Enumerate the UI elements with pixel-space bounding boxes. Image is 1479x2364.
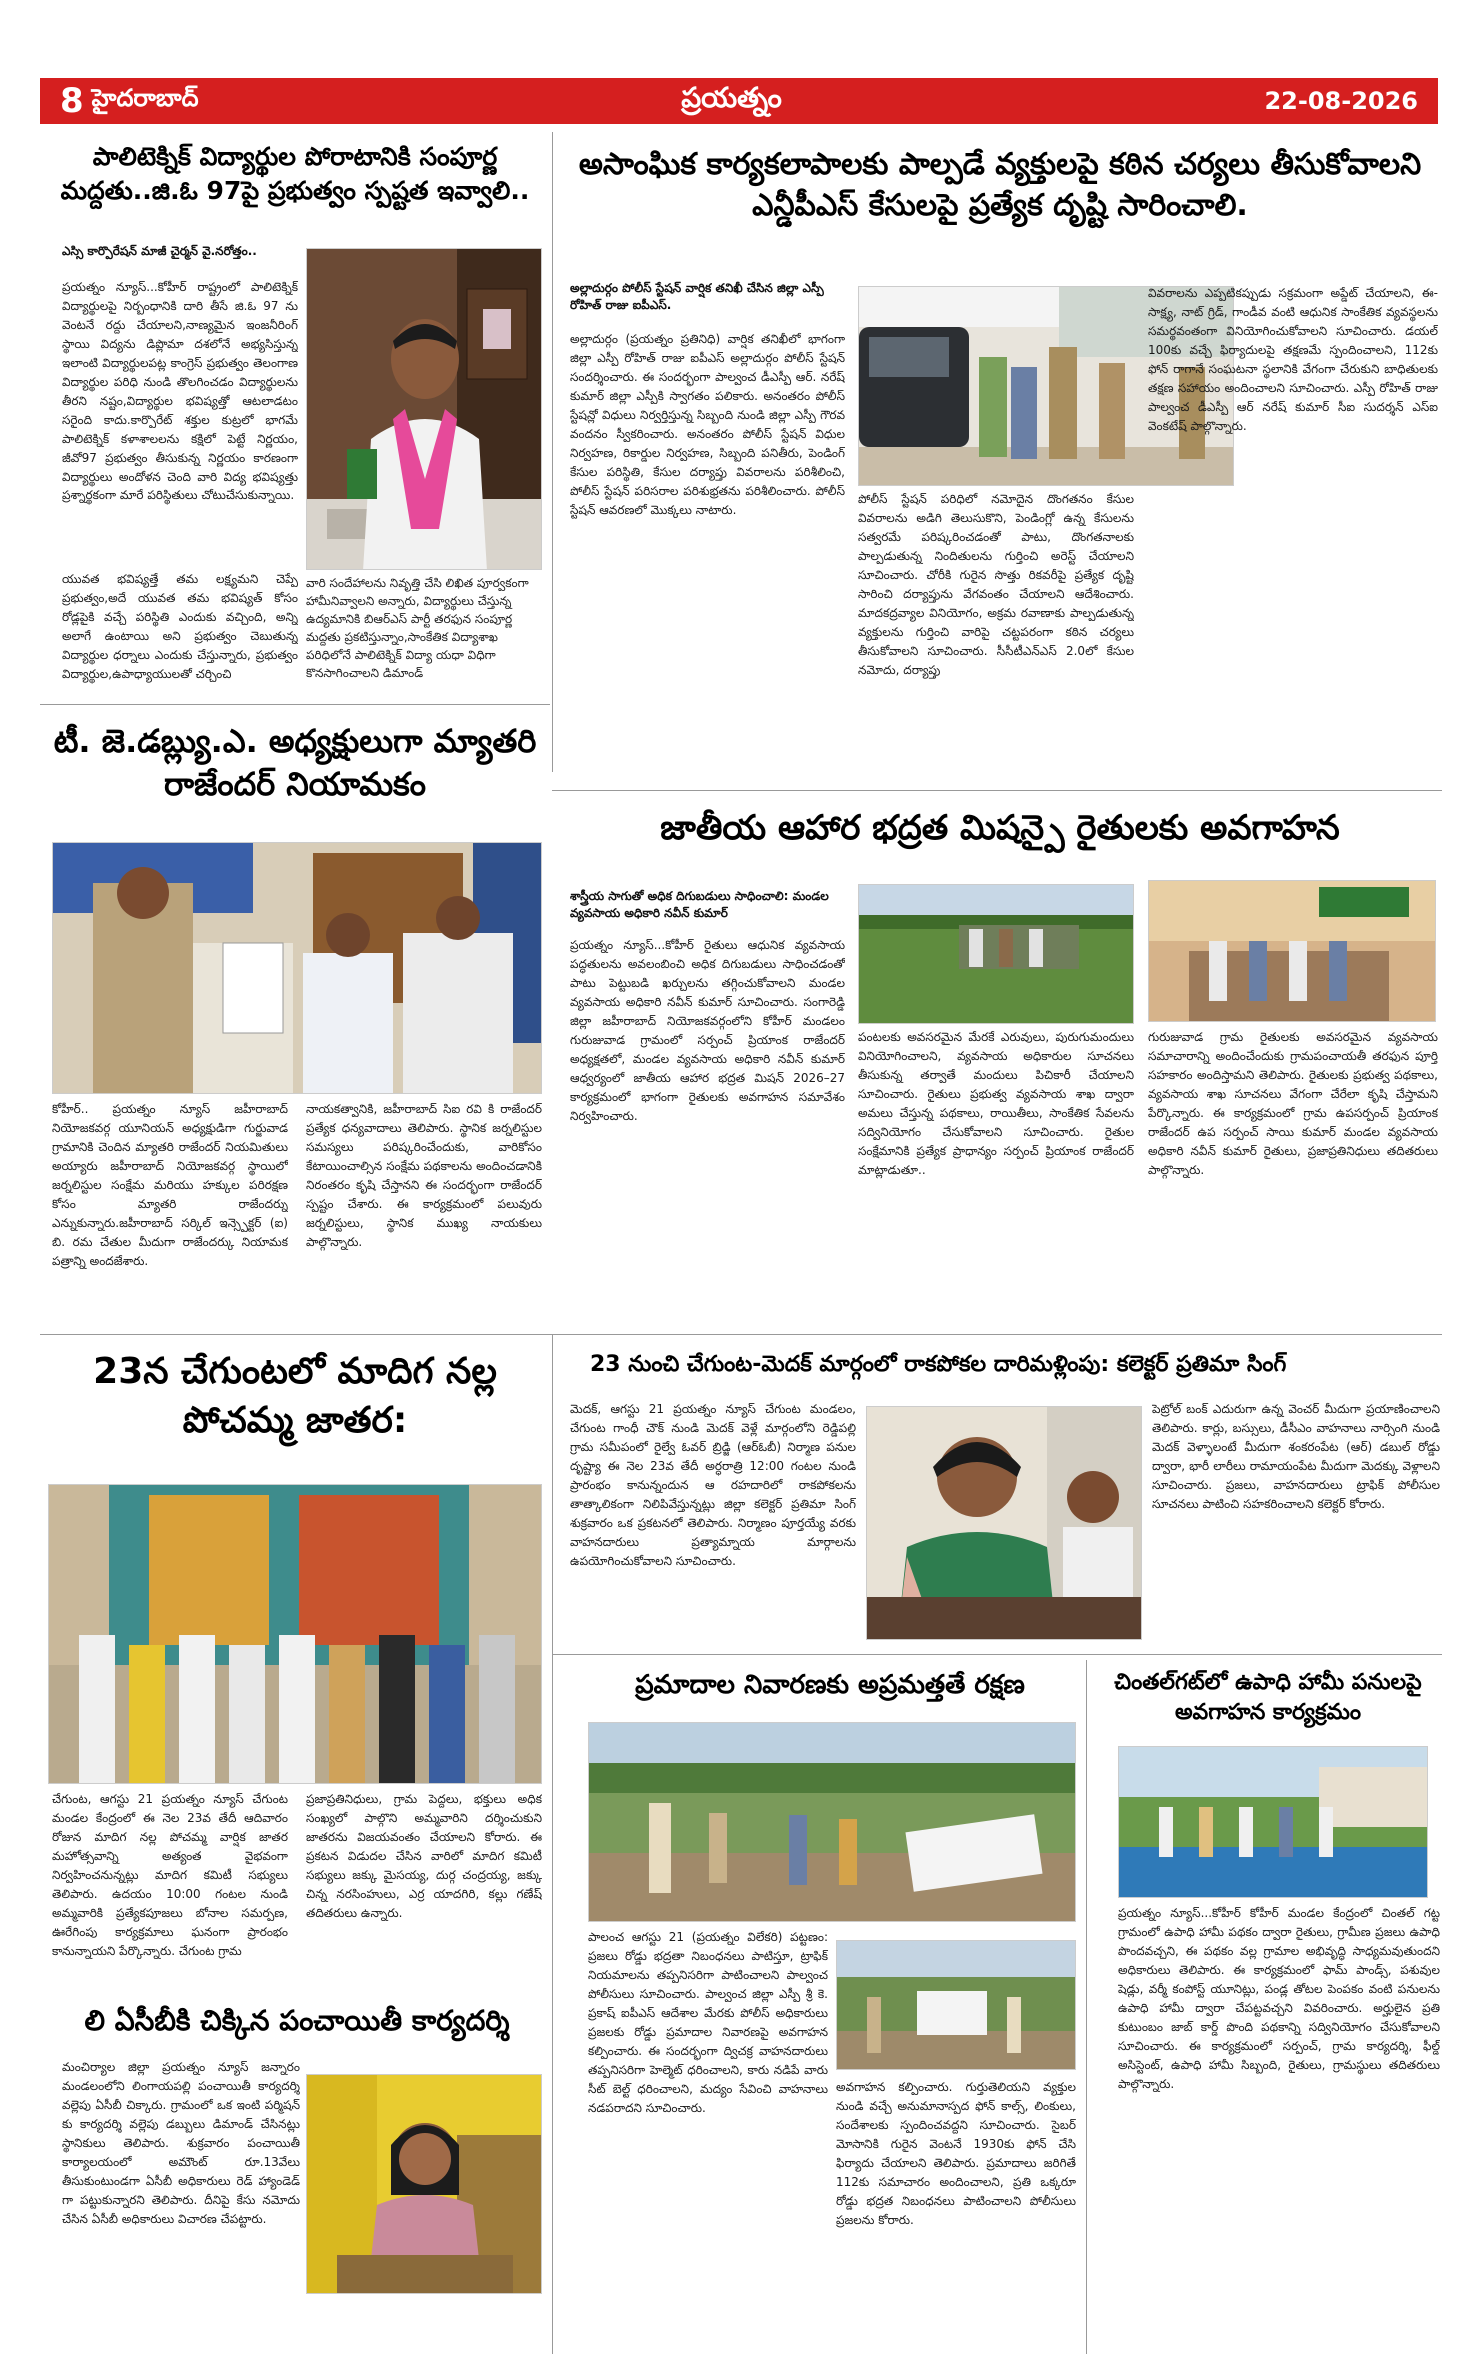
a4-headline: జాతీయ ఆహార భద్రత మిషన్పై రైతులకు అవగాహన <box>660 808 1340 848</box>
a5-body: చేగుంట, ఆగస్టు 21 ప్రయత్నం న్యూస్ చేగుంట మండల కేంద్రంలో ఈ నెల 23వ తేదీ ఆదివారం రోజున మాదిగ నల్ల పోచమ్మ వార్షిక జాతర మహోత్సవాన్ని అత్యంత వైభవంగా నిర్వహించనున్నట్లు మాదిగ కమిటీ సభ్యులు తెలిపారు. ఉదయం 10:00 గంటల నుండి అమ్మవారికి ప్రత్యేకపూజలు బోనాల సమర్పణ, ఊరేగింపు కార్యక్రమాలు ఘనంగా ప్రారంభం కానున్నాయని పేర్కొన్నారు. చేగుంట గ్రామ <box>52 1792 288 1958</box>
a5-headline: 23న చేగుంటలో మాదిగ నల్ల పోచమ్మ జాతర: <box>93 1351 497 1441</box>
a7-body: పాలంచ ఆగస్టు 21 (ప్రయత్నం విలేకరి) పట్టణం: ప్రజలు రోడ్డు భద్రతా నిబంధనలు పాటిస్తూ, ట్రాఫిక్ నియమాలను తప్పనిసరిగా పాటించాలని పాల్వంచ పోలీసులు సూచించారు. పాల్వంచ జిల్లా ఎస్పీ శ్రీ కె. ప్రకాష్ ఐపీఎస్ ఆదేశాల మేరకు పోలీస్ అధికారులు ప్రజలకు రోడ్డు ప్రమాదాల నివారణపై అవగాహన కల్పించారు. ఈ సందర్భంగా ద్విచక్ర వాహనదారులు తప్పనిసరిగా హెల్మెట్ ధరించాలని, కారు నడిపే వారు సీట్ బెల్ట్ ధరించాలని, మద్యం సేవించి వాహనాలు నడపరాదని సూచించారు. <box>588 1930 828 2115</box>
divider <box>552 1654 1442 1655</box>
a4-subhead: శాస్త్రీయ సాగుతో అధిక దిగుబడులు సాధించాలి: మండల వ్యవసాయ అధికారి నవీన్ కుమార్ <box>570 889 829 921</box>
a1-caption: వారి సందేహాలను నివృత్తి చేసి లిఖిత పూర్వకంగా హామీనివ్వాలని అన్నారు, విద్యార్థులు చేస్తున్న ఉద్యమానికి బిఆర్ఎస్ పార్టీ తరఫున సంపూర్ణ మద్దతు ప్రకటిస్తున్నాం,సాంకేతిక విద్యాశాఖ పరిధిలోనే పాలిటెక్నిక్ విద్యా యధా విధిగా కొనసాగించాలని డిమాండ్ <box>306 576 529 680</box>
a7-headline: ప్రమాదాల నివారణకు అప్రమత్తతే రక్షణ <box>635 1670 1025 1700</box>
a1-headline: పాలిటెక్నిక్ విద్యార్థుల పోరాటానికి సంపూర్ణ మద్దతు..జి.ఓ 97పై ప్రభుత్వం స్పష్టత ఇవ్వాలి.. <box>60 142 530 205</box>
a9-headline: లి ఏసీబీకి చిక్కిన పంచాయితీ కార్యదర్శి <box>84 2004 510 2037</box>
a6-photo <box>866 1406 1142 1640</box>
a2-headline: అసాంఘిక కార్యకలాపాలకు పాల్పడే వ్యక్తులపై కఠిన చర్యలు తీసుకోవాలని ఎన్డీపీఎస్ కేసులపై ప్రత్యేక దృష్టి సారించాలి. <box>578 147 1422 223</box>
issue-date: 22-08-2026 <box>1264 87 1418 115</box>
a2-subhead: అల్లాదుర్గం పోలీస్ స్టేషన్ వార్షిక తనిఖీ చేసిన జిల్లా ఎస్పీ రోహిత్ రాజు ఐపీఎస్. <box>570 281 824 313</box>
masthead <box>40 78 1438 124</box>
a4-body: ప్రయత్నం న్యూస్...కోహీర్ రైతులు ఆధునిక వ్యవసాయ పద్ధతులను అవలంబించి అధిక దిగుబడులు సాధించడంతో పాటు పెట్టుబడి ఖర్చులను తగ్గించుకోవాలని మండల వ్యవసాయ అధికారి నవీన్ కుమార్ సూచించారు. సంగారెడ్డి జిల్లా జహీరాబాద్ నియోజకవర్గంలోని కోహీర్ మండలం గురుజువాడ గ్రామంలో సర్పంచ్ ప్రియాంక రాజేందర్ అధ్యక్షతలో, మండల వ్యవసాయ అధికారి నవీన్ కుమార్ ఆధ్వర్యంలో జాతీయ ఆహార భద్రత మిషన్ 2026–27 కార్యక్రమంలో భాగంగా రైతులకు అవగాహన సమావేశం నిర్వహించారు. <box>570 938 845 1123</box>
a4-body-cont: పంటలకు అవసరమైన మేరకే ఎరువులు, పురుగుమందులు వినియోగించాలని, వ్యవసాయ అధికారుల సూచనలు తీసుకున్న తర్వాతే మందులు పిచికారీ చేయాలని సూచించారు. రైతులు ప్రభుత్వ వ్యవసాయ శాఖ ద్వారా అమలు చేస్తున్న పథకాలు, రాయితీలు, సాంకేతిక సేవలను సద్వినియోగం చేసుకోవాలని సూచించారు. రైతుల సంక్షేమానికి ప్రత్యేక ప్రాధాన్యం సర్పంచ్ ప్రియాంక రాజేందర్ మాట్లాడుతూ.. <box>858 1030 1134 1177</box>
a6-body: మెదక్, ఆగస్టు 21 ప్రయత్నం న్యూస్ చేగుంట మండలం, చేగుంట గాంధీ చౌక్ నుండి మెదక్ వెళ్లే మార్గంలోని రెడ్డిపల్లి గ్రామ సమీపంలో రైల్వే ఓవర్ బ్రిడ్జి (ఆర్ఓబీ) నిర్మాణ పనుల దృష్ట్యా ఈ నెల 23వ తేదీ అర్ధరాత్రి 12:00 గంటల నుండి ప్రారంభం కానున్నందున ఆ రహదారిలో రాకపోకలను తాత్కాలికంగా నిలిపివేస్తున్నట్లు జిల్లా కలెక్టర్ ప్రతిమా సింగ్ శుక్రవారం ఒక ప్రకటనలో తెలిపారు. నిర్మాణం పూర్తయ్యే వరకు వాహనదారులు ప్రత్యామ్నాయ మార్గాలను ఉపయోగించుకోవాలని సూచించారు. <box>570 1402 856 1568</box>
a9-photo <box>306 2074 542 2294</box>
a5-photo <box>48 1484 542 1784</box>
a1-subhead: ఎస్సి కార్పొరేషన్ మాజీ చైర్మన్ వై.నరోత్తం.. <box>62 244 257 258</box>
divider <box>552 790 1442 791</box>
a5-body-cont: ప్రజాప్రతినిధులు, గ్రామ పెద్దలు, భక్తులు అధిక సంఖ్యలో పాల్గొని అమ్మవారిని దర్శించుకుని జాతరను విజయవంతం చేయాలని కోరారు. ఈ ప్రకటన విడుదల చేసిన వారిలో మాదిగ కమిటీ సభ్యులు జక్కు మైసయ్య, దుర్గ చంద్రయ్య, జక్కు చిన్న నరసింహులు, ఎర్ర యాదగిరి, కల్లు గణేష్ తదితరులు ఉన్నారు. <box>306 1792 542 1920</box>
section-name: హైదరాబాద్ <box>91 84 199 112</box>
a3-body-cont: నాయకత్వానికి, జహీరాబాద్ సిఐ రవి కి రాజేందర్ ప్రత్యేక ధన్యవాదాలు తెలిపారు. స్థానిక జర్నలిస్టుల సమస్యలు పరిష్కరించేందుకు, వారికోసం కేటాయించాల్సిన సంక్షేమ పథకాలను అందించడానికి నిరంతరం కృషి చేస్తానని ఈ సందర్భంగా రాజేందర్ స్పష్టం చేశారు. ఈ కార్యక్రమంలో పలువురు జర్నలిస్టులు, స్థానిక ముఖ్య నాయకులు పాల్గొన్నారు. <box>306 1102 542 1249</box>
a2-body-col3: వివరాలను ఎప్పటికప్పుడు సక్రమంగా అప్డేట్ చేయాలని, ఈ-సాక్ష్య, నాట్ గ్రిడ్, గాండీవ వంటి ఆధునిక సాంకేతిక వ్యవస్థలను సమర్థవంతంగా వినియోగించుకోవాలని సూచించారు. డయల్ 100కు వచ్చే ఫిర్యాదులపై తక్షణమే స్పందించాలని, 112కు ఫోన్ రాగానే సంఘటనా స్థలానికి వేగంగా చేరుకుని బాధితులకు తక్షణ సహాయం అందించాలని సూచించారు. ఎస్పీ రోహిత్ రాజు పాల్వంచ డీఎస్పీ ఆర్ నరేష్ కుమార్ సీఐ సుదర్శన్ ఎస్ఐ వెంకటేష్ పాల్గొన్నారు. <box>1148 286 1438 433</box>
a2-body-cont: పోలీస్ స్టేషన్ పరిధిలో నమోదైన దొంగతనం కేసుల వివరాలను అడిగి తెలుసుకొని, పెండింగ్లో ఉన్న కేసులను సత్వరమే పరిష్కరించడంతో పాటు, దొంగతనాలకు పాల్పడుతున్న నిందితులను గుర్తించి అరెస్ట్ చేయాలని సూచించారు. చోరీకి గురైన సొత్తు రికవరీపై ప్రత్యేక దృష్టి సారించి దర్యాప్తును వేగవంతం చేయాలని ఆదేశించారు. మాదకద్రవ్యాల వినియోగం, అక్రమ రవాణాకు పాల్పడుతున్న వ్యక్తులను గుర్తించి వారిపై చట్టపరంగా కఠిన చర్యలు తీసుకోవాలని సూచించారు. సీసీటీఎన్ఎస్ 2.0లో కేసుల నమోదు, దర్యాప్తు <box>858 492 1134 677</box>
divider <box>552 1334 553 2354</box>
a7-photo-main <box>588 1722 1076 1922</box>
a8-headline: చింతల్‌గట్‌లో ఉపాధి హామీ పనులపై అవగాహన కార్యక్రమం <box>1114 1670 1422 1725</box>
a2-body: అల్లాదుర్గం (ప్రయత్నం ప్రతినిధి) వార్షిక తనిఖీలో భాగంగా జిల్లా ఎస్పీ రోహిత్ రాజు ఐపీఎస్ అల్లాదుర్గం పోలీస్ స్టేషన్ సందర్శించారు. ఈ సందర్భంగా పాల్వంచ డీఎస్పీ ఆర్. నరేష్ కుమార్ జిల్లా ఎస్పీకి స్వాగతం పలికారు. అనంతరం పోలీస్ స్టేషన్లో విధులు నిర్వర్తిస్తున్న సిబ్బంది నుండి జిల్లా ఎస్పీ గౌరవ వందనం స్వీకరించారు. అనంతరం పోలీస్ స్టేషన్ విధుల నిర్వహణ, రికార్డుల నిర్వహణ, సిబ్బంది పనితీరు, పెండింగ్ కేసుల పరిస్థితి, కేసుల దర్యాప్తు వివరాలను పరిశీలించి, పోలీస్ స్టేషన్ పరిసరాల పరిశుభ్రతను పరిశీలించారు. పోలీస్ స్టేషన్ ఆవరణలో మొక్కలు నాటారు. <box>570 332 845 517</box>
divider <box>1086 1660 1087 2354</box>
a4-body-col3: గురుజువాడ గ్రామ రైతులకు అవసరమైన వ్యవసాయ సమాచారాన్ని అందించేందుకు గ్రామపంచాయతీ తరఫున పూర్తి సహకారం అందిస్తామని తెలిపారు. రైతులకు ప్రభుత్వ పథకాలు, వ్యవసాయ శాఖ సూచనలు వేగంగా చేరేలా కృషి చేస్తామని పేర్కొన్నారు. ఈ కార్యక్రమంలో గ్రామ ఉపసర్పంచ్ ప్రియాంక రాజేందర్ ఉప సర్పంచ్ సాయి కుమార్ మండల వ్యవసాయ అధికారి నవీన్ కుమార్ రైతులు, ప్రజాప్రతినిధులు తదితరులు పాల్గొన్నారు. <box>1148 1030 1438 1177</box>
a1-photo <box>306 248 542 570</box>
a6-headline: 23 నుంచి చేగుంట-మెదక్ మార్గంలో రాకపోకల దారిమళ్లింపు: కలెక్టర్ ప్రతిమా సింగ్ <box>590 1352 1287 1377</box>
a3-photo <box>52 842 542 1094</box>
paper-name: ప్రయత్నం <box>681 81 782 114</box>
a7-photo-small <box>836 1940 1076 2070</box>
divider <box>552 132 553 772</box>
a4-photo-meeting <box>1148 880 1436 1022</box>
divider <box>40 1334 1442 1335</box>
a8-body: ప్రయత్నం న్యూస్...కోహీర్ కోహీర్ మండల కేంద్రంలో చింతల్ గట్ట గ్రామంలో ఉపాధి హామీ పథకం ద్వారా రైతులు, గ్రామీణ ప్రజలు ఉపాధి పొందవచ్చని, ఈ పథకం వల్ల గ్రామాల అభివృద్ధి సాధ్యమవుతుందని అధికారులు తెలిపారు. ఈ కార్యక్రమంలో ఫామ్ పాండ్స్, పశువుల షెడ్లు, వర్మీ కంపోస్ట్ యూనిట్లు, పండ్ల తోటల పెంపకం వంటి పనులను ఉపాధి హామీ ద్వారా చేపట్టవచ్చని వివరించారు. అర్హులైన ప్రతి కుటుంబం జాబ్ కార్డ్ పొంది పథకాన్ని సద్వినియోగం చేసుకోవాలని సూచించారు. ఈ కార్యక్రమంలో సర్పంచ్, గ్రామ కార్యదర్శి, ఫీల్డ్ అసిస్టెంట్, ఉపాధి హామీ సిబ్బంది, రైతులు, గ్రామస్థులు తదితరులు పాల్గొన్నారు. <box>1118 1906 1440 2091</box>
a3-body: కోహీర్.. ప్రయత్నం న్యూస్ జహీరాబాద్ నియోజకవర్గ యూనియన్ అధ్యక్షుడిగా గుర్జువాడ గ్రామానికి చెందిన మ్యాతరి రాజేందర్ నియమితులు అయ్యారు జహీరాబాద్ నియోజకవర్గ స్థాయిలో జర్నలిస్టుల సంక్షేమ మరియు హక్కుల పరిరక్షణ కోసం మ్యాతరి రాజేందర్ను ఎన్నుకున్నారు.జహీరాబాద్ సర్కిల్ ఇన్స్పెక్టర్ (ఐ) బి. రమ చేతుల మీదుగా రాజేందర్కు నియామక పత్రాన్ని అందజేశారు. <box>52 1102 288 1268</box>
a1-body-cont: యువత భవిష్యత్తే తమ లక్ష్యమని చెప్పే ప్రభుత్వం,అదే యువత తమ భవిష్యత్ కోసం రోడ్లపైకి వచ్చే పరిస్థితి ఎందుకు వచ్చింది, అన్ని అలాగే ఉంటాయి అని ప్రభుత్వం చెబుతున్న విద్యార్థుల ధర్నాలు ఎందుకు చేస్తున్నారు, ప్రభుత్వం విద్యార్థుల,ఉపాధ్యాయులతో చర్చించి <box>62 572 298 681</box>
divider <box>40 704 550 705</box>
page-number: 8 <box>60 81 84 121</box>
a7-body-cont: అవగాహన కల్పించారు. గుర్తుతెలియని వ్యక్తుల నుండి వచ్చే అనుమానాస్పద ఫోన్ కాల్స్, లింకులు, సందేశాలకు స్పందించవద్దని సూచించారు. సైబర్ మోసానికి గురైన వెంటనే 1930కు ఫోన్ చేసి ఫిర్యాదు చేయాలని తెలిపారు. ప్రమాదాలు జరిగితే 112కు సమాచారం అందించాలని, ప్రతి ఒక్కరూ రోడ్డు భద్రత నిబంధనలు పాటించాలని పోలీసులు ప్రజలను కోరారు. <box>836 2080 1076 2227</box>
a3-headline: టీ. జె.డబ్ల్యు.ఎ. అధ్యక్షులుగా మ్యాతరి రాజేందర్ నియామకం <box>53 722 537 804</box>
a8-photo <box>1118 1746 1428 1898</box>
a9-body: మంచిర్యాల జిల్లా ప్రయత్నం న్యూస్ జన్నారం మండలంలోని లింగాయపల్లి పంచాయితీ కార్యదర్శి వల్లెపు ఏసీబీ చిక్కారు. గ్రామంలో ఒక ఇంటి పర్మిషన్ కు కార్యదర్శి వల్లెపు డబ్బులు డిమాండ్ చేసినట్లు స్థానికులు తెలిపారు. శుక్రవారం పంచాయితీ కార్యాలయంలో అమౌంట్ రూ.13వేలు తీసుకుంటుండగా ఏసీబీ అధికారులు రెడ్ హ్యాండెడ్ గా పట్టుకున్నారని తెలిపారు. దీనిపై కేసు నమోదు చేసిన ఏసీబీ అధికారులు విచారణ చేపట్టారు. <box>62 2060 300 2226</box>
a6-body-cont: పెట్రోల్ బంక్ ఎదురుగా ఉన్న వెంచర్ మీదుగా ప్రయాణించాలని తెలిపారు. కార్లు, బస్సులు, డీసీఎం వాహనాలు నార్సింగి నుండి మెదక్ వెళ్ళాలంటే మీదుగా శంకరంపేట (ఆర్) డబుల్ రోడ్డు ద్వారా, భారీ లారీలు రామాయంపేట మీదుగా మెదక్కు వెళ్లాలని సూచించారు. ప్రజలు, వాహనదారులు ట్రాఫిక్ పోలీసుల సూచనలు పాటించి సహకరించాలని కలెక్టర్ కోరారు. <box>1152 1402 1440 1511</box>
a1-body: ప్రయత్నం న్యూస్...కోహీర్ రాష్ట్రంలో పాలిటెక్నిక్ విద్యార్థులపై నిర్బంధానికి దారి తీసే జి.ఓ 97 ను వెంటనే రద్దు చేయాలని,నాణ్యమైన ఇంజనీరింగ్ స్థాయి విద్యను డిప్లొమా దశలోనే అభ్యసిస్తున్న ఇలాంటి విద్యార్థులపట్ల కాంగ్రెస్ ప్రభుత్వం తెలంగాణ విద్యార్థుల పరిధి నుండి తొలగించడం విద్యార్థులను తీరని నష్టం,విద్యార్థుల భవిష్యత్తో ఆటలాడటం సరైంది కాదు.కార్పొరేట్ శక్తుల కుట్రలో భాగమే పాలిటెక్నిక్ కళాశాలలను కక్షిలో పెట్టే నిర్ణయం, జీవో97 ప్రభుత్వం తీసుకున్న నిర్ణయం కారణంగా విద్యార్థులు అందోళన చెంది వారి విద్య భవిష్యత్తు ప్రశ్నార్థకంగా మారే పరిస్థితులు చోటుచేసుకున్నాయి. <box>62 280 298 503</box>
a4-photo-field <box>858 884 1134 1024</box>
